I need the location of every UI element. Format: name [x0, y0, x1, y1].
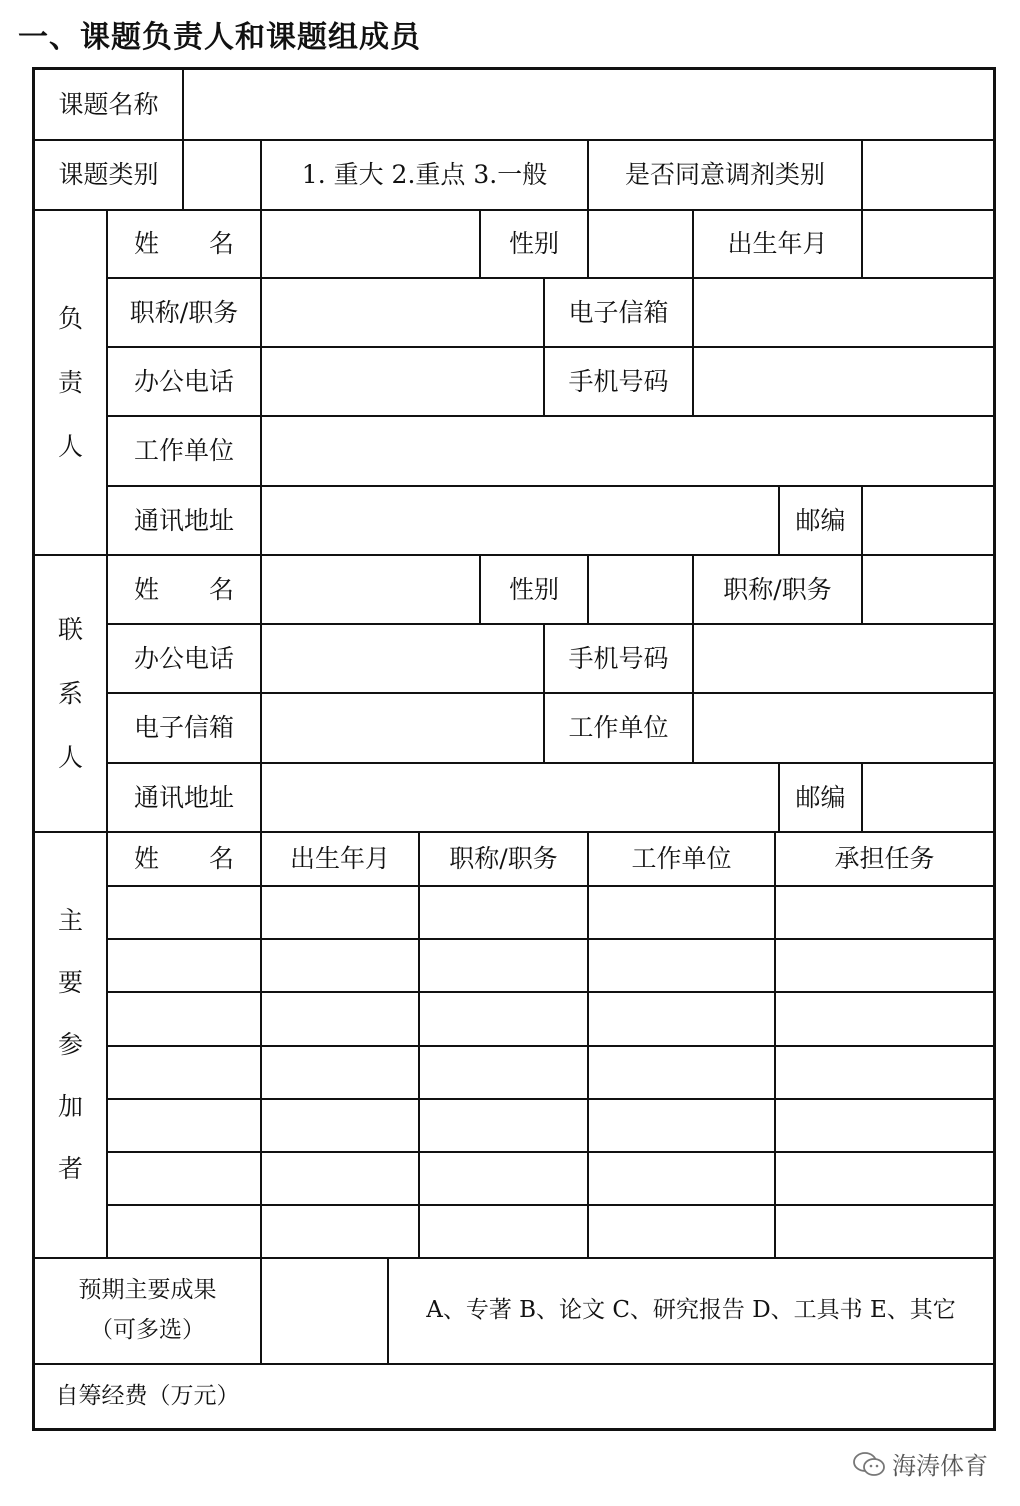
- contact-address-label: 通讯地址: [133, 782, 234, 812]
- results-label-line: （可多选）: [90, 1317, 205, 1343]
- contact-group-char: 系: [57, 678, 83, 708]
- contact-title-label: 职称/职务: [723, 574, 832, 604]
- funding-field[interactable]: [262, 1365, 993, 1428]
- contact-group-char: 联: [57, 614, 83, 644]
- members-group-char: 加: [57, 1092, 83, 1121]
- category-adjust-field[interactable]: [863, 141, 993, 209]
- page-title: 一、课题负责人和课题组成员: [18, 20, 421, 55]
- table-row[interactable]: [108, 940, 993, 991]
- leader-gender-label: 性别: [508, 229, 559, 258]
- leader-group-char: 人: [57, 431, 83, 461]
- topic-name-label: 课题名称: [58, 89, 159, 119]
- contact-postcode-field[interactable]: [863, 764, 993, 831]
- members-header-task: 承担任务: [834, 844, 935, 873]
- table-row[interactable]: [108, 887, 993, 938]
- contact-office-phone-label: 办公电话: [133, 643, 234, 673]
- leader-mobile-field[interactable]: [694, 348, 993, 415]
- application-form-table: [32, 67, 996, 1431]
- leader-birth-field[interactable]: [863, 211, 993, 277]
- contact-group-char: 人: [57, 742, 83, 772]
- funding-label: 自筹经费（万元）: [55, 1382, 240, 1409]
- leader-group-label: [35, 211, 106, 554]
- leader-address-field[interactable]: [262, 487, 778, 554]
- leader-group-char: 责: [57, 367, 83, 397]
- leader-mobile-label: 手机号码: [568, 366, 669, 396]
- table-row[interactable]: [108, 1100, 993, 1151]
- category-options: 1. 重大 2.重点 3.一般: [301, 160, 548, 189]
- table-row[interactable]: [108, 1206, 993, 1257]
- leader-name-label: 姓 名: [133, 229, 234, 258]
- leader-office-phone-field[interactable]: [262, 348, 543, 415]
- leader-group-char: 负: [57, 303, 83, 333]
- contact-work-unit-field[interactable]: [694, 694, 993, 762]
- members-group-label: [35, 833, 106, 1257]
- results-selection-field[interactable]: [262, 1259, 387, 1363]
- leader-office-phone-label: 办公电话: [133, 366, 234, 396]
- topic-name-field[interactable]: [184, 70, 993, 139]
- contact-mobile-field[interactable]: [694, 625, 993, 692]
- leader-title-field[interactable]: [262, 279, 543, 346]
- contact-office-phone-field[interactable]: [262, 625, 543, 692]
- category-field[interactable]: [184, 141, 260, 209]
- members-header-birth: 出生年月: [289, 844, 390, 873]
- contact-name-label: 姓 名: [133, 574, 234, 604]
- contact-email-field[interactable]: [262, 694, 543, 762]
- leader-address-label: 通讯地址: [133, 505, 234, 535]
- members-group-char: 主: [57, 906, 83, 935]
- contact-email-label: 电子信箱: [133, 713, 234, 742]
- members-header-title: 职称/职务: [449, 844, 558, 873]
- contact-group-label: [35, 556, 106, 831]
- contact-gender-field[interactable]: [589, 556, 692, 623]
- members-group-char: 参: [57, 1030, 83, 1059]
- table-row[interactable]: [108, 1153, 993, 1204]
- leader-email-label: 电子信箱: [568, 297, 669, 327]
- members-header-name: 姓 名: [133, 844, 234, 873]
- members-header-work-unit: 工作单位: [631, 844, 732, 873]
- table-row[interactable]: [108, 1047, 993, 1098]
- contact-mobile-label: 手机号码: [568, 643, 669, 673]
- members-group-char: 要: [57, 968, 83, 997]
- watermark: [852, 1446, 988, 1481]
- results-options: A、专著 B、论文 C、研究报告 D、工具书 E、其它: [426, 1297, 956, 1324]
- category-adjust-label: 是否同意调剂类别: [624, 160, 825, 189]
- contact-work-unit-label: 工作单位: [568, 713, 669, 742]
- leader-title-label: 职称/职务: [129, 297, 239, 327]
- watermark-brand: 海涛体育: [892, 1452, 988, 1480]
- contact-gender-label: 性别: [508, 574, 559, 604]
- contact-address-field[interactable]: [262, 764, 778, 831]
- category-label: 课题类别: [58, 160, 159, 189]
- members-group-char: 者: [57, 1154, 83, 1183]
- leader-postcode-label: 邮编: [795, 505, 846, 535]
- contact-name-field[interactable]: [262, 556, 479, 623]
- wechat-icon: [852, 1451, 886, 1477]
- leader-work-unit-field[interactable]: [262, 417, 993, 485]
- leader-name-field[interactable]: [262, 211, 479, 277]
- leader-gender-field[interactable]: [589, 211, 692, 277]
- table-row[interactable]: [108, 993, 993, 1045]
- leader-work-unit-label: 工作单位: [133, 436, 234, 465]
- leader-email-field[interactable]: [694, 279, 993, 346]
- contact-title-field[interactable]: [863, 556, 993, 623]
- leader-birth-label: 出生年月: [727, 229, 828, 258]
- results-label-line: 预期主要成果: [78, 1277, 217, 1304]
- leader-postcode-field[interactable]: [863, 487, 993, 554]
- results-label: [35, 1259, 260, 1363]
- contact-postcode-label: 邮编: [795, 782, 846, 812]
